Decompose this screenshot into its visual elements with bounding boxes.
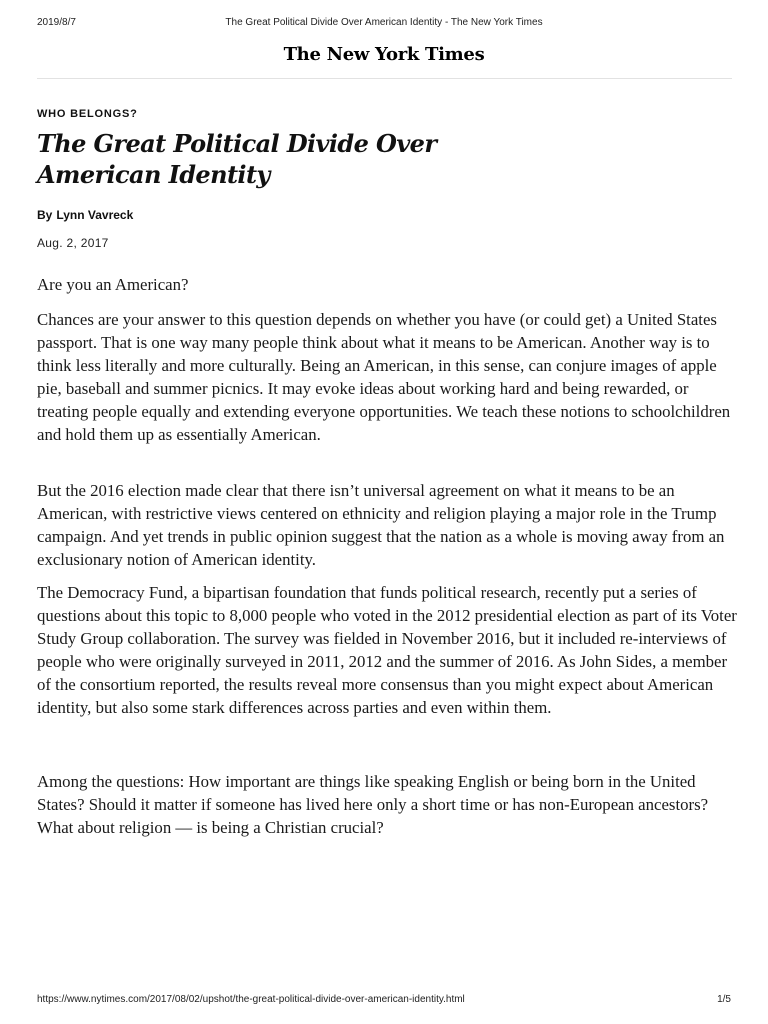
article-paragraph: Chances are your answer to this question depends on whether you have (or could get) a United States passport. That is one way many people think about what it means to be American. Another way is to think less literally and more culturally. Being an American, in this sense, can conjure images of apple pie, baseball and summer picnics. It may evoke ideas about working hard and being rewarded, or treating people equally and extending everyone opportunities. We teach these notions to schoolchildren and hold them up as essentially American. [37,310,731,444]
header-divider [37,78,732,79]
article-kicker[interactable]: WHO BELONGS? [37,108,138,120]
print-header [0,17,768,31]
print-footer [0,994,768,1008]
article-date: Aug. 2, 2017 [37,236,109,250]
article-paragraph: But the 2016 election made clear that there isn’t universal agreement on what it means to be an American, with restrictive views centered on ethnicity and religion playing a major role in the Trump campaign. And yet trends in public opinion suggest that the nation as a whole is moving away from an exclusionary notion of American identity. [37,481,725,569]
article-paragraph: The Democracy Fund, a bipartisan foundation that funds political research, recently put a series of questions about this topic to 8,000 people who voted in the 2012 presidential election as part of its Voter Study Group collaboration. The survey was fielded in November 2016, but it included re-interviews of people who were originally surveyed in 2011, 2012 and the summer of 2016. As John Sides, a member of the consortium reported, the results reveal more consensus than you might expect about American identity, but also some stark differences across parties and even within them. [37,583,737,717]
print-url: https://www.nytimes.com/2017/08/02/upshot/the-great-political-divide-over-american-identity.html [37,994,465,1005]
byline-prefix: By [37,208,53,222]
author-link[interactable]: Lynn Vavreck [56,208,134,222]
print-page-number: 1/5 [717,994,731,1005]
article-paragraph: Are you an American? [37,275,189,294]
print-date: 2019/8/7 [37,17,76,28]
print-page-title: The Great Political Divide Over American Identity - The New York Times [225,17,543,28]
article-headline: The Great Political Divide Over American Identity [37,129,437,189]
article-paragraph: Among the questions: How important are things like speaking English or being born in the United States? Should it matter if someone has lived here only a short time or has non-European ancestors? What about religion — is being a Christian crucial? [37,772,709,837]
nyt-logo[interactable]: The New York Times [283,44,485,65]
article-byline [37,208,133,222]
